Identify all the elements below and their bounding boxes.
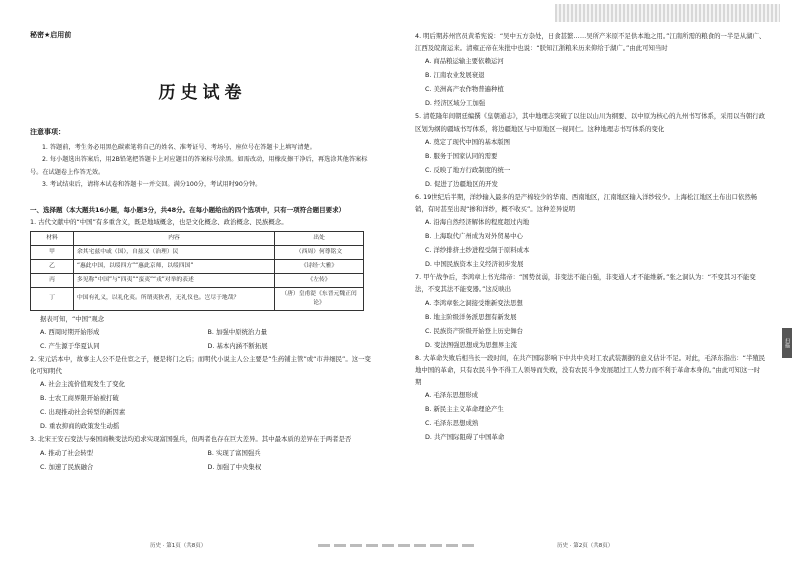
option-b[interactable]: B. 服务于国家认同的需要: [425, 151, 498, 160]
table-header-row: [31, 231, 364, 245]
option-d[interactable]: D. 经济区域分工加强: [425, 99, 486, 108]
table-cell: 甲: [31, 245, 74, 259]
page-right: [397, 0, 794, 561]
option-b[interactable]: B. 江南农业发展衰退: [425, 71, 485, 80]
table-header: 材料: [31, 231, 74, 245]
dot: [382, 544, 394, 547]
option-c[interactable]: C. 美洲高产农作物普遍种植: [425, 85, 504, 94]
page-footer-right: 历史 · 第2页（共8页）: [557, 543, 614, 549]
option-row: [30, 460, 375, 474]
notice-item: 2. 每小题选出答案后，用2B铅笔把答题卡上对应题目的答案标号涂黑。如需改动，用橡皮擦干净后，再选涂其他答案标号。在试题卷上作答无效。: [30, 156, 368, 176]
table-header: 内容: [74, 231, 275, 245]
option-a[interactable]: A. 社会主流价值观发生了变化: [40, 380, 126, 389]
table-cell: “惠此中国，以绥四方”“惠此京师，以绥四国”: [74, 259, 275, 273]
table-cell: 中国有礼义，以礼化夷。所谓夷狄者，无礼仪也。岂尽于地哉？: [74, 287, 275, 310]
option-d[interactable]: D. 变法图强思想成为思想界主流: [425, 340, 518, 349]
option-a[interactable]: A. 推动了社会转型: [40, 448, 94, 457]
table-cell: 《左传》: [275, 273, 364, 287]
option-d[interactable]: D. 基本内涵不断拓展: [207, 342, 268, 351]
option-a[interactable]: A. 毛泽东思想形成: [425, 391, 479, 400]
table-cell: 余其宅兹中或（国），自兹又（治理）民: [74, 245, 275, 259]
table-cell: 乙: [31, 259, 74, 273]
option-row: [30, 339, 375, 353]
option-b[interactable]: B. 士农工商界限开始被打破: [40, 394, 119, 403]
side-tab: 扫描: [782, 328, 792, 358]
question-1-stem: 1. 古代文献中的“中国”有多重含义，既是地域概念，也是文化概念、政治概念、民族概念。: [30, 217, 288, 226]
option-a[interactable]: A. 奠定了现代中国的基本版图: [425, 137, 511, 146]
page-title: 历史试卷: [158, 83, 247, 103]
section-heading: 一、选择题（本大题共16小题，每小题3分，共48分。在每小题给出的四个选项中，只有一项符合题目要求）: [30, 205, 346, 214]
table-cell: 《诗经·大雅》: [275, 259, 364, 273]
option-row: [30, 325, 375, 339]
table-cell: 丁: [31, 287, 74, 310]
option-c[interactable]: C. 产生源于华夏认同: [40, 342, 100, 351]
option-b[interactable]: B. 加强中原统治力量: [207, 328, 268, 337]
question-5-stem: 5. 清乾隆年间朝廷编撰《皇朝通志》，其中地理志突破了以往以山川为纲要、以中原为核心的九州书写体系，采用以当朝行政区划为纲的疆域书写体系，将边疆地区与中原地区一视同仁。这种地理志书写体系的变化: [415, 112, 766, 133]
table-row: [31, 273, 364, 287]
option-c[interactable]: C. 毛泽东思想成熟: [425, 419, 479, 428]
table-cell: （西周）何尊铭文: [275, 245, 364, 259]
table-row: [31, 287, 364, 310]
question-8-stem: 8. 大革命失败后相当长一段时间，在共产国际影响下中共中央对工农武装割据的意义估计不足。对此，毛泽东指出：“半殖民地中国的革命，只有农民斗争不得工人领导而失败，没有农民斗争发展超过工人势力而不利于革命本身的。”由此可知这一时期: [415, 353, 766, 387]
table-header: 出处: [275, 231, 364, 245]
option-a[interactable]: A. 沿海自然经济解体的程度超过内地: [425, 218, 530, 227]
option-d[interactable]: D. 促进了边疆地区的开发: [425, 179, 498, 188]
dot: [318, 544, 330, 547]
table-cell: 丙: [31, 273, 74, 287]
option-c[interactable]: C. 民族资产阶级开始登上历史舞台: [425, 326, 523, 335]
dot: [350, 544, 362, 547]
option-c[interactable]: C. 出现推动社会转型的新因素: [40, 408, 126, 417]
question-7-stem: 7. 甲午战争后，李鸿章上书光绪帝：“国势贫弱，非变法不能自强，非变通人才不能维新。”张之洞认为：“不变其习不能变法，不变其法不能变器。”这反映出: [415, 273, 756, 294]
option-b[interactable]: B. 上海取代广州成为对外贸易中心: [425, 232, 523, 241]
option-d[interactable]: D. 共产国际阻碍了中国革命: [425, 433, 505, 442]
table-cell: 多见称“中国”与“四夷”“蛮夷”“戎”对举的表述: [74, 273, 275, 287]
page-footer-left: 历史 · 第1页（共8页）: [150, 543, 207, 549]
option-row: [30, 446, 375, 460]
question-3-stem: 3. 北宋王安石变法与秦国商鞅变法均追求实现富国强兵，但两者也存在巨大差异。其中最本质的差异在于两者是否: [30, 435, 352, 444]
question-1-table: [30, 231, 364, 311]
option-a[interactable]: A. 商品粮运输主要依赖运河: [425, 57, 504, 66]
option-d[interactable]: D. 中国民族资本主义经济初步发展: [425, 260, 524, 269]
notice-heading: 注意事项：: [30, 128, 65, 136]
dot: [334, 544, 346, 547]
option-d[interactable]: D. 加强了中央集权: [207, 462, 262, 471]
question-1-follow: 据表可知，“中国”观念: [40, 314, 105, 323]
table-row: [31, 245, 364, 259]
option-d[interactable]: D. 重农抑商的政策发生动摇: [40, 422, 120, 431]
option-c[interactable]: C. 反映了地方行政制度的统一: [425, 165, 511, 174]
option-b[interactable]: B. 地主阶级洋务派思想有新发展: [425, 312, 517, 321]
option-b[interactable]: B. 新民主主义革命理论产生: [425, 405, 504, 414]
dot: [366, 544, 378, 547]
notice-item: 3. 考试结束后，请将本试卷和答题卡一并交回。满分100分，考试用时90分钟。: [42, 181, 262, 189]
option-a[interactable]: A. 李鸿章张之洞接受维新变法思想: [425, 298, 523, 307]
secret-label: 秘密★启用前: [30, 31, 72, 39]
option-c[interactable]: C. 加速了民族融合: [40, 462, 94, 471]
option-b[interactable]: B. 实现了富国强兵: [207, 448, 261, 457]
question-6-stem: 6. 19世纪后半期，洋纱输入最多的是产棉较少的华南、西南地区，江南地区输入洋纱较少。上海松江地区土布出口依然畅销，有时甚至出现“掺和洋纱，概不收买”。这种差异说明: [415, 192, 758, 214]
table-row: [31, 259, 364, 273]
table-cell: （唐）皇甫湜《东晋元魏正闰论》: [275, 287, 364, 310]
question-4-stem: 4. 明后期苏州官员黄希宪说：“吴中五方杂处，日食甚繁……吴所产米原不足供本地之用。”江南所需的粮食的一半是从湖广、江西及皖南运来。清雍正帝在朱批中也说：“朕知江浙粮米历来仰给于湖广。”由此可知当时: [415, 32, 766, 53]
notice-item: 1. 答题前，考生务必用黑色碳素笔将自己的姓名、准考证号、考场号、座位号在答题卡上填写清楚。: [42, 144, 316, 151]
question-2-stem: 2. 宋元话本中，故事主人公不是仕宦之子，便是将门之后；而明代小说主人公主要是“生药铺主管”或“市井细民”。这一变化可知明代: [30, 355, 371, 376]
option-a[interactable]: A. 西周时期开始形成: [40, 328, 100, 337]
option-c[interactable]: C. 洋纱排挤土纱进程受制于原料成本: [425, 246, 530, 255]
